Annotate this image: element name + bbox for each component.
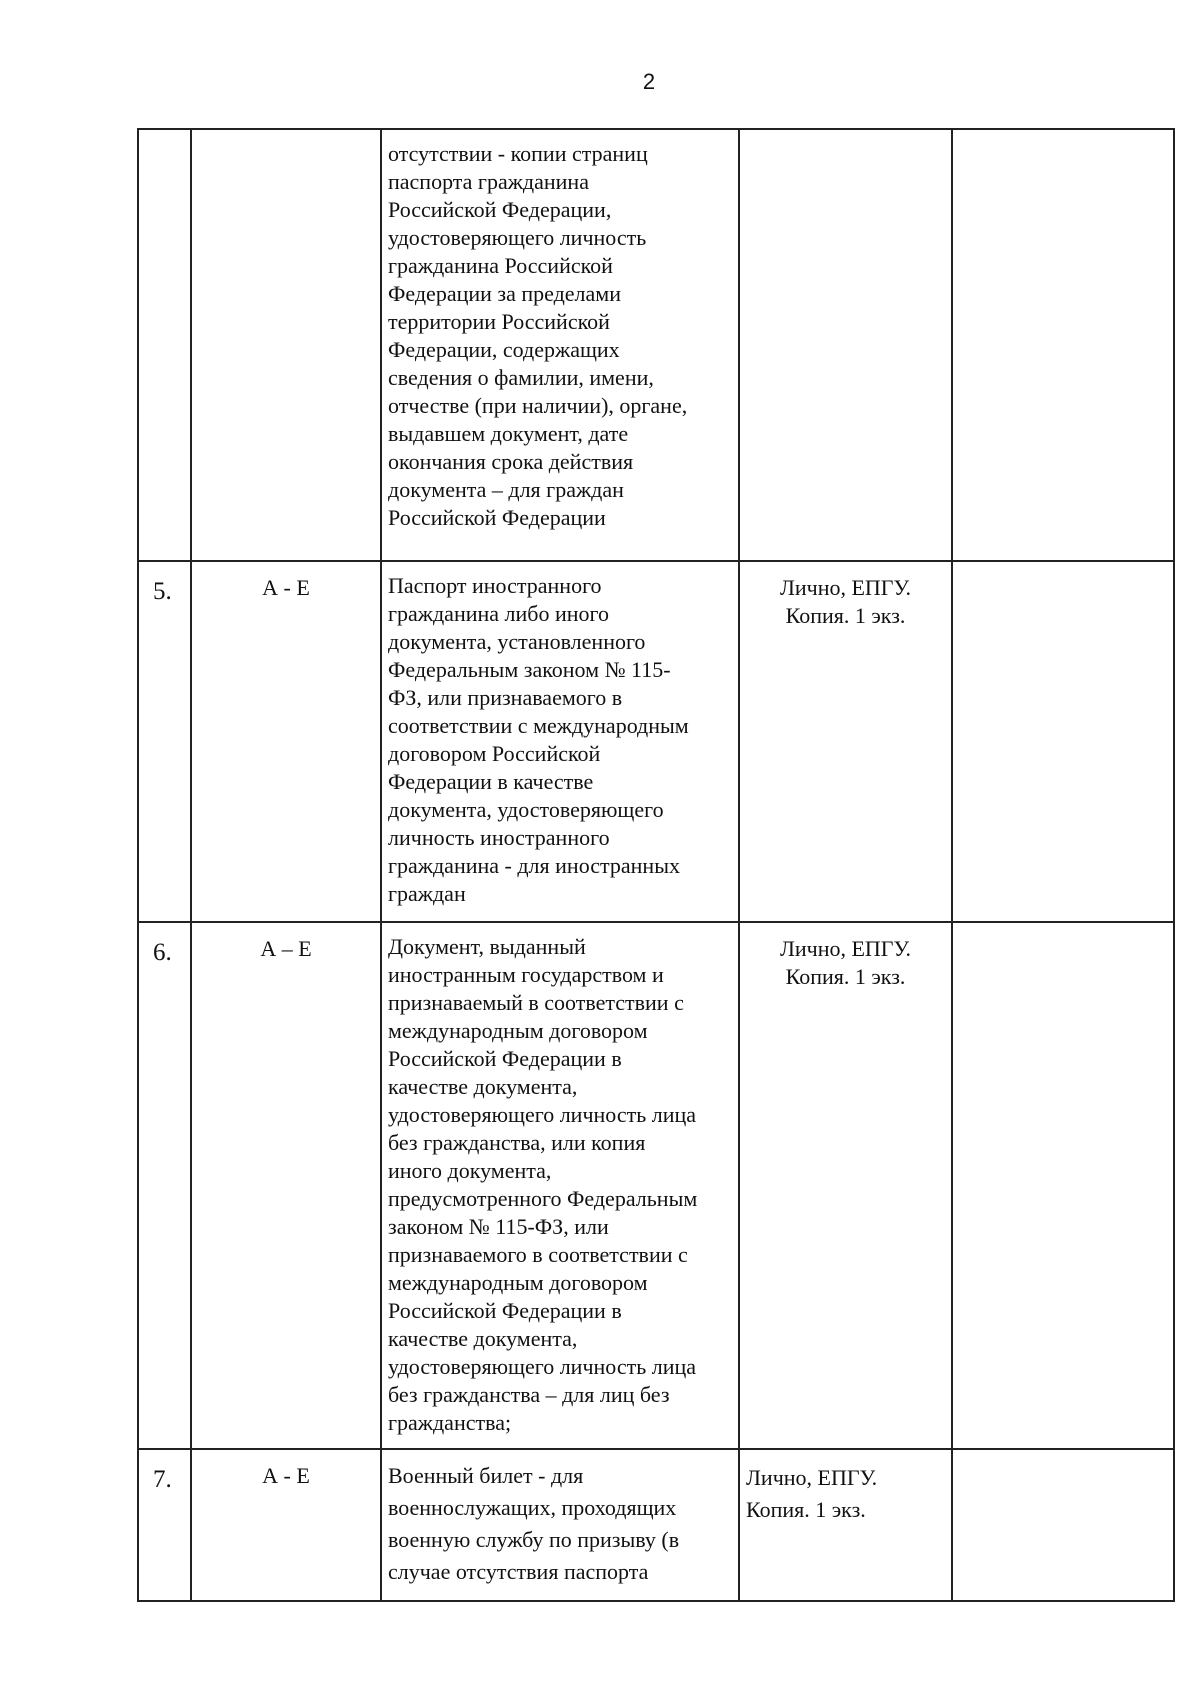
stage-cell: А – Е <box>191 922 381 1449</box>
note-cell <box>952 1449 1174 1601</box>
note-cell <box>952 561 1174 922</box>
submission-form-cell: Лично, ЕПГУ. Копия. 1 экз. <box>739 1449 952 1601</box>
table-row <box>138 1449 1174 1601</box>
submission-form-cell: Лично, ЕПГУ. Копия. 1 экз. <box>739 922 952 1449</box>
stage-cell <box>191 129 381 561</box>
table-row <box>138 129 1174 561</box>
document-description-cell: отсутствии - копии страниц паспорта гражданина Российской Федерации, удостоверяющего личность гражданина Российской Федерации за пределами территории Российской Федерации, содержащих сведения о фамилии, имени, отчестве (при наличии), органе, выдавшем документ, дате окончания срока действия документа – для граждан Российской Федерации <box>381 129 739 561</box>
page-number: 2 <box>642 69 656 94</box>
stage-cell: А - Е <box>191 561 381 922</box>
row-number-cell: 5. <box>138 561 191 922</box>
submission-form-cell: Лично, ЕПГУ. Копия. 1 экз. <box>739 561 952 922</box>
submission-form-cell <box>739 129 952 561</box>
document-description-cell: Паспорт иностранного гражданина либо иного документа, установленного Федеральным законом № 115- ФЗ, или признаваемого в соответствии с международным договором Российской Федерации в качестве документа, удостоверяющего личность иностранного гражданина - для иностранных граждан <box>381 561 739 922</box>
document-description-cell: Документ, выданный иностранным государством и признаваемый в соответствии с международным договором Российской Федерации в качестве документа, удостоверяющего личность лица без гражданства, или копия иного документа, предусмотренного Федеральным законом № 115-ФЗ, или признаваемого в соответствии с международным договором Российской Федерации в качестве документа, удостоверяющего личность лица без гражданства – для лиц без гражданства; <box>381 922 739 1449</box>
documents-table <box>137 128 1175 1602</box>
row-number-cell: 7. <box>138 1449 191 1601</box>
stage-cell: А - Е <box>191 1449 381 1601</box>
row-number-cell <box>138 129 191 561</box>
note-cell <box>952 922 1174 1449</box>
note-cell <box>952 129 1174 561</box>
table-row <box>138 922 1174 1449</box>
document-description-cell: Военный билет - для военнослужащих, проходящих военную службу по призыву (в случае отсутствия паспорта <box>381 1449 739 1601</box>
table-row <box>138 561 1174 922</box>
row-number-cell: 6. <box>138 922 191 1449</box>
